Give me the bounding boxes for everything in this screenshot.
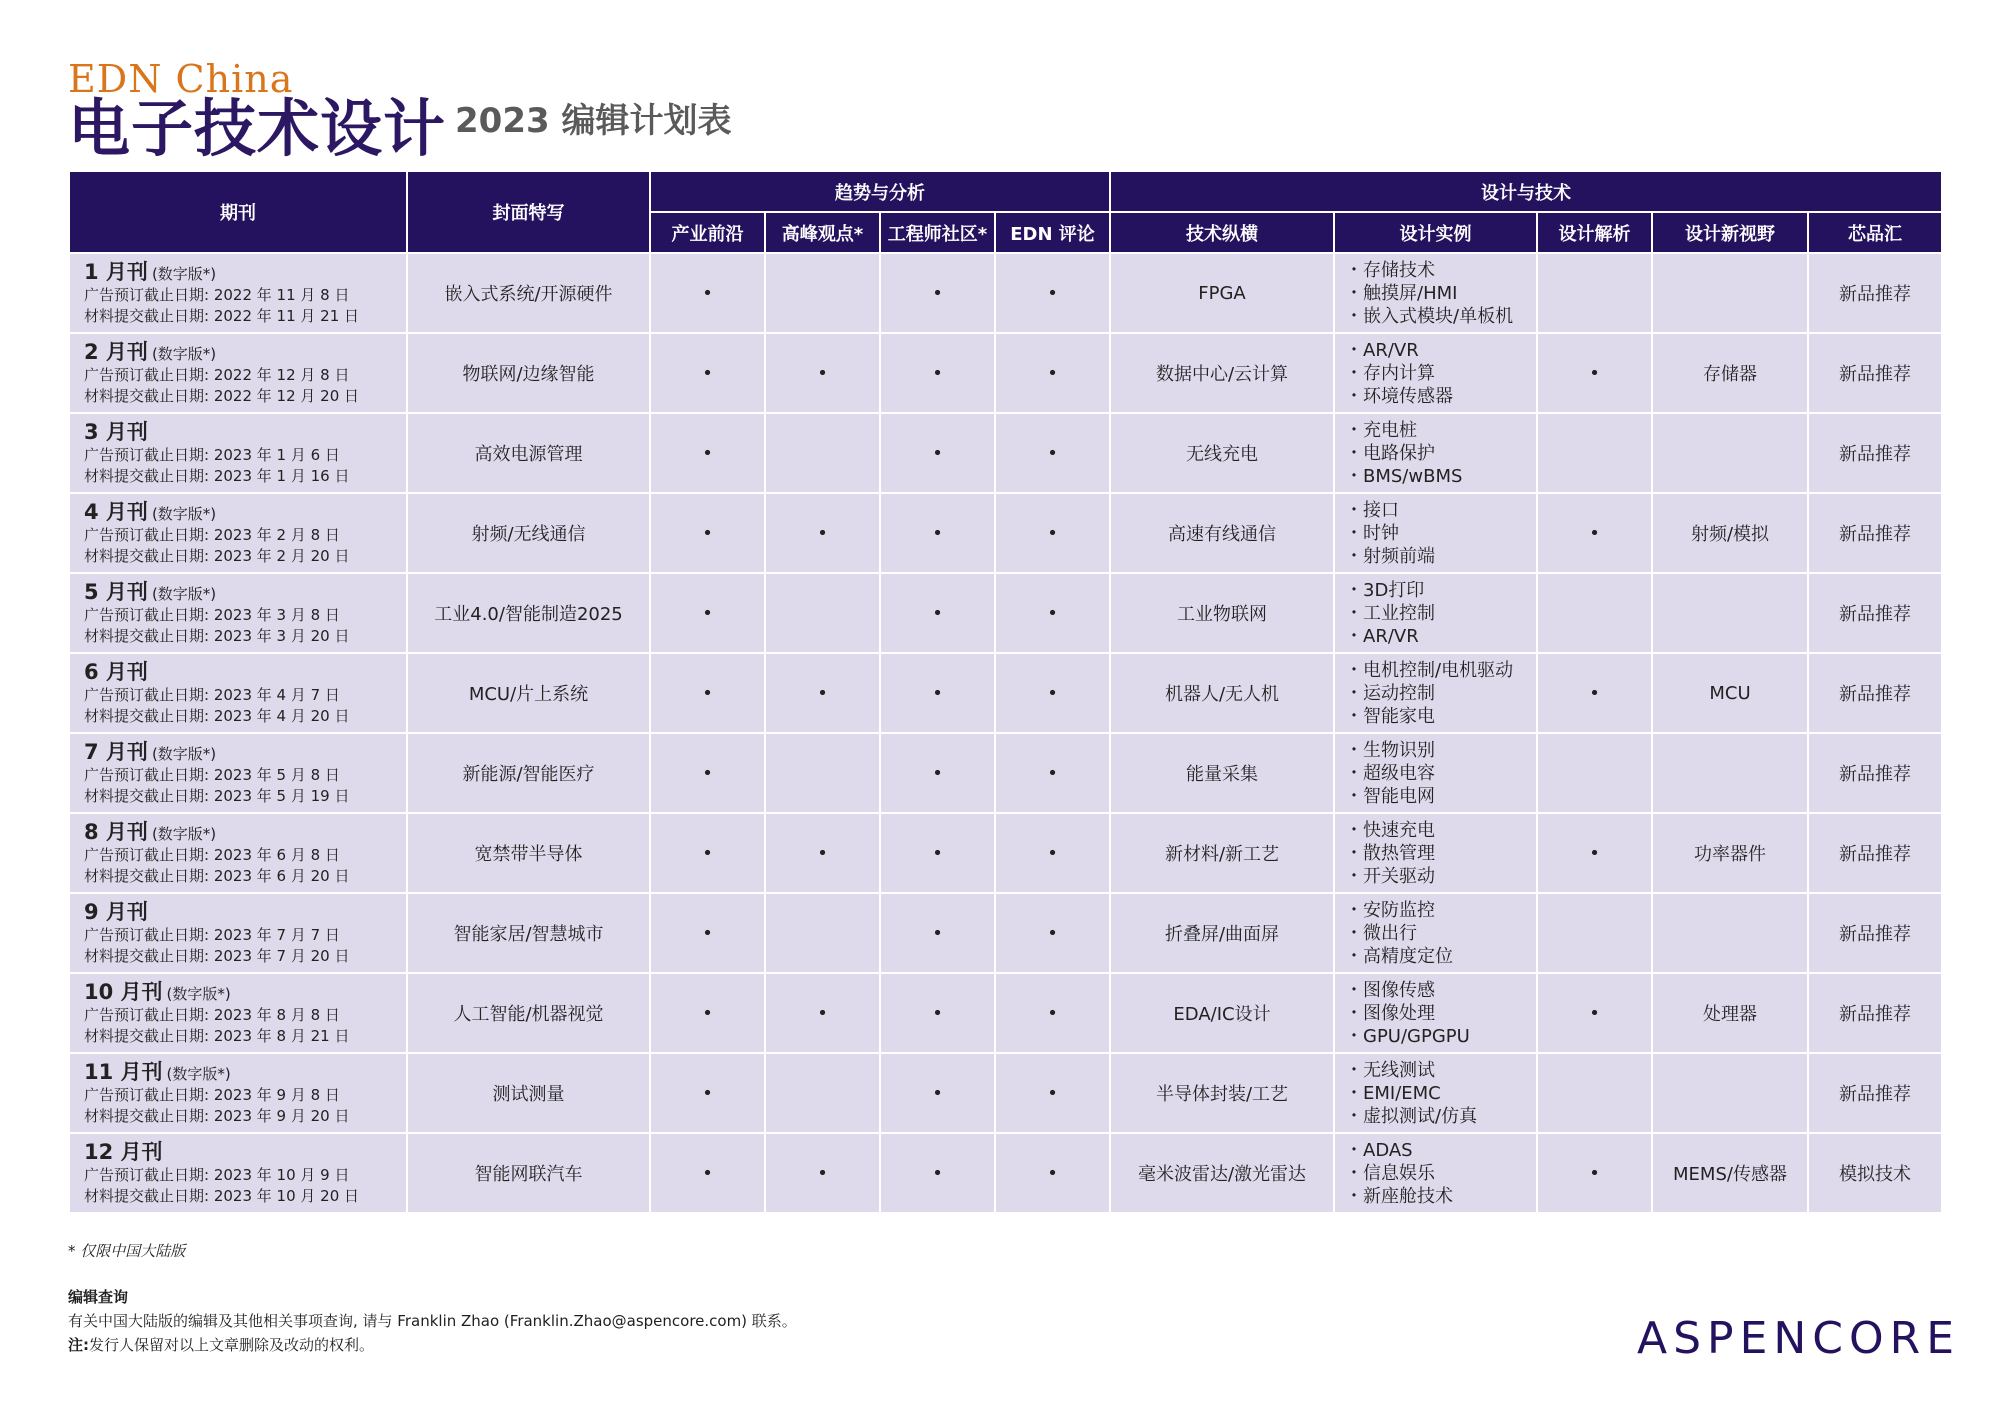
material-deadline: 材料提交截止日期: 2023 年 3 月 20 日	[84, 627, 350, 645]
table-row	[69, 1133, 1942, 1213]
design-analysis-mark: •	[1537, 1133, 1652, 1213]
issue-cell	[69, 1133, 407, 1213]
material-deadline: 材料提交截止日期: 2023 年 9 月 20 日	[84, 1107, 350, 1125]
material-deadline: 材料提交截止日期: 2022 年 11 月 21 日	[84, 307, 360, 325]
table-row	[69, 1053, 1942, 1133]
header-design-group: 设计与技术	[1110, 171, 1942, 212]
industry-frontier-mark: •	[650, 973, 765, 1053]
issue-edition-note: (数字版*)	[151, 505, 217, 523]
design-example-item: ・ 射频前端	[1345, 545, 1536, 568]
industry-frontier-mark: •	[650, 573, 765, 653]
design-example-item: ・ 电路保护	[1345, 442, 1536, 465]
issue-edition-note: (数字版*)	[151, 265, 217, 283]
ad-deadline: 广告预订截止日期: 2023 年 5 月 8 日	[84, 766, 340, 784]
design-vision-cell	[1652, 733, 1808, 813]
design-vision-cell: 射频/模拟	[1652, 493, 1808, 573]
design-example-item: ・ 生物识别	[1345, 739, 1536, 762]
chip-products-cell: 新品推荐	[1808, 653, 1942, 733]
design-examples-list	[1335, 499, 1536, 568]
design-example-item: ・ 接口	[1345, 499, 1536, 522]
tech-overview-cell: 无线充电	[1110, 413, 1334, 493]
industry-frontier-mark: •	[650, 253, 765, 333]
issue-cell	[69, 493, 407, 573]
issue-cell	[69, 813, 407, 893]
table-row	[69, 653, 1942, 733]
summit-views-mark: •	[765, 973, 880, 1053]
header-engineer-community: 工程师社区*	[880, 212, 995, 253]
design-examples-cell	[1334, 253, 1537, 333]
table-row	[69, 253, 1942, 333]
design-examples-list	[1335, 739, 1536, 808]
ad-deadline: 广告预订截止日期: 2022 年 11 月 8 日	[84, 286, 350, 304]
industry-frontier-mark: •	[650, 333, 765, 413]
rights-note-text: 发行人保留对以上文章删除及改动的权利。	[89, 1336, 375, 1354]
tech-overview-cell: 折叠屏/曲面屏	[1110, 893, 1334, 973]
design-example-item: ・ 散热管理	[1345, 842, 1536, 865]
issue-edition-note: (数字版*)	[151, 745, 217, 763]
design-example-item: ・ 智能电网	[1345, 785, 1536, 808]
industry-frontier-mark: •	[650, 493, 765, 573]
cover-topic-cell: 智能家居/智慧城市	[407, 893, 650, 973]
design-analysis-mark	[1537, 413, 1652, 493]
engineer-community-mark: •	[880, 493, 995, 573]
design-examples-list	[1335, 339, 1536, 408]
design-example-item: ・ 虚拟测试/仿真	[1345, 1105, 1536, 1128]
design-examples-cell	[1334, 493, 1537, 573]
design-examples-cell	[1334, 653, 1537, 733]
engineer-community-mark: •	[880, 573, 995, 653]
material-deadline: 材料提交截止日期: 2023 年 7 月 20 日	[84, 947, 350, 965]
design-vision-cell	[1652, 1053, 1808, 1133]
tech-overview-cell: 毫米波雷达/激光雷达	[1110, 1133, 1334, 1213]
design-example-item: ・ 存储技术	[1345, 259, 1536, 282]
chip-products-cell: 新品推荐	[1808, 413, 1942, 493]
summit-views-mark	[765, 413, 880, 493]
industry-frontier-mark: •	[650, 733, 765, 813]
material-deadline: 材料提交截止日期: 2023 年 8 月 21 日	[84, 1027, 350, 1045]
design-examples-list	[1335, 1139, 1536, 1208]
header-summit-views: 高峰观点*	[765, 212, 880, 253]
tech-overview-cell: 半导体封装/工艺	[1110, 1053, 1334, 1133]
rights-note	[68, 1333, 797, 1357]
design-example-item: ・ AR/VR	[1345, 339, 1536, 362]
issue-name: 11 月刊	[84, 1060, 163, 1084]
chip-products-cell: 新品推荐	[1808, 333, 1942, 413]
edn-commentary-mark: •	[995, 573, 1110, 653]
chip-products-cell: 新品推荐	[1808, 1053, 1942, 1133]
table-row	[69, 573, 1942, 653]
design-examples-list	[1335, 899, 1536, 968]
design-example-item: ・ 高精度定位	[1345, 945, 1536, 968]
chip-products-cell: 模拟技术	[1808, 1133, 1942, 1213]
design-example-item: ・ ADAS	[1345, 1139, 1536, 1162]
header-chip-products: 芯品汇	[1808, 212, 1942, 253]
design-analysis-mark: •	[1537, 973, 1652, 1053]
contact-section	[68, 1285, 797, 1357]
design-analysis-mark	[1537, 733, 1652, 813]
table-row	[69, 413, 1942, 493]
issue-name: 10 月刊	[84, 980, 163, 1004]
edn-commentary-mark: •	[995, 973, 1110, 1053]
summit-views-mark: •	[765, 493, 880, 573]
issue-name: 6 月刊	[84, 660, 148, 684]
summit-views-mark	[765, 573, 880, 653]
table-body	[69, 253, 1942, 1213]
design-vision-cell	[1652, 573, 1808, 653]
tech-overview-cell: 工业物联网	[1110, 573, 1334, 653]
issue-cell	[69, 653, 407, 733]
tech-overview-cell: 新材料/新工艺	[1110, 813, 1334, 893]
tech-overview-cell: 机器人/无人机	[1110, 653, 1334, 733]
table-row	[69, 493, 1942, 573]
issue-name: 12 月刊	[84, 1140, 163, 1164]
tech-overview-cell: 高速有线通信	[1110, 493, 1334, 573]
footnote: * 仅限中国大陆版	[68, 1242, 186, 1260]
design-examples-list	[1335, 659, 1536, 728]
design-examples-list	[1335, 1059, 1536, 1128]
tech-overview-cell: FPGA	[1110, 253, 1334, 333]
table-row	[69, 973, 1942, 1053]
edn-commentary-mark: •	[995, 413, 1110, 493]
header-row-group	[69, 171, 1942, 212]
design-vision-cell: 功率器件	[1652, 813, 1808, 893]
page-title: 2023 编辑计划表	[455, 101, 732, 141]
table-row	[69, 333, 1942, 413]
issue-name: 3 月刊	[84, 420, 148, 444]
issue-cell	[69, 733, 407, 813]
issue-cell	[69, 573, 407, 653]
issue-cell	[69, 1053, 407, 1133]
design-examples-cell	[1334, 413, 1537, 493]
cover-topic-cell: 物联网/边缘智能	[407, 333, 650, 413]
design-examples-cell	[1334, 573, 1537, 653]
design-example-item: ・ 环境传感器	[1345, 385, 1536, 408]
issue-edition-note: (数字版*)	[166, 1065, 231, 1083]
summit-views-mark: •	[765, 333, 880, 413]
design-example-item: ・ 超级电容	[1345, 762, 1536, 785]
material-deadline: 材料提交截止日期: 2023 年 10 月 20 日	[84, 1187, 360, 1205]
design-example-item: ・ 触摸屏/HMI	[1345, 282, 1536, 305]
cover-topic-cell: 工业4.0/智能制造2025	[407, 573, 650, 653]
cover-topic-cell: 测试测量	[407, 1053, 650, 1133]
design-analysis-mark: •	[1537, 813, 1652, 893]
engineer-community-mark: •	[880, 253, 995, 333]
industry-frontier-mark: •	[650, 813, 765, 893]
engineer-community-mark: •	[880, 1053, 995, 1133]
design-examples-list	[1335, 419, 1536, 488]
edn-commentary-mark: •	[995, 253, 1110, 333]
design-examples-cell	[1334, 333, 1537, 413]
design-examples-cell	[1334, 973, 1537, 1053]
edn-commentary-mark: •	[995, 333, 1110, 413]
design-vision-cell	[1652, 413, 1808, 493]
design-example-item: ・ GPU/GPGPU	[1345, 1025, 1536, 1048]
issue-cell	[69, 893, 407, 973]
header-trend-group: 趋势与分析	[650, 171, 1110, 212]
edn-commentary-mark: •	[995, 813, 1110, 893]
chip-products-cell: 新品推荐	[1808, 973, 1942, 1053]
edn-commentary-mark: •	[995, 733, 1110, 813]
editorial-calendar-table	[68, 170, 1943, 1214]
issue-edition-note: (数字版*)	[151, 345, 217, 363]
chip-products-cell: 新品推荐	[1808, 893, 1942, 973]
header-tech-overview: 技术纵横	[1110, 212, 1334, 253]
issue-name: 1 月刊	[84, 260, 148, 284]
summit-views-mark	[765, 253, 880, 333]
header-design-analysis: 设计解析	[1537, 212, 1652, 253]
chip-products-cell: 新品推荐	[1808, 253, 1942, 333]
material-deadline: 材料提交截止日期: 2023 年 2 月 20 日	[84, 547, 350, 565]
design-analysis-mark	[1537, 253, 1652, 333]
material-deadline: 材料提交截止日期: 2023 年 6 月 20 日	[84, 867, 350, 885]
design-vision-cell: MCU	[1652, 653, 1808, 733]
engineer-community-mark: •	[880, 333, 995, 413]
design-analysis-mark	[1537, 573, 1652, 653]
header-issue: 期刊	[69, 171, 407, 253]
ad-deadline: 广告预订截止日期: 2023 年 1 月 6 日	[84, 446, 340, 464]
chip-products-cell: 新品推荐	[1808, 813, 1942, 893]
edn-commentary-mark: •	[995, 1133, 1110, 1213]
design-example-item: ・ EMI/EMC	[1345, 1082, 1536, 1105]
design-analysis-mark	[1537, 893, 1652, 973]
summit-views-mark: •	[765, 653, 880, 733]
design-examples-cell	[1334, 1053, 1537, 1133]
issue-name: 8 月刊	[84, 820, 148, 844]
design-example-item: ・ 安防监控	[1345, 899, 1536, 922]
header-cover: 封面特写	[407, 171, 650, 253]
engineer-community-mark: •	[880, 813, 995, 893]
design-examples-list	[1335, 979, 1536, 1048]
design-examples-cell	[1334, 893, 1537, 973]
design-example-item: ・ 开关驱动	[1345, 865, 1536, 888]
design-examples-list	[1335, 579, 1536, 648]
design-examples-cell	[1334, 733, 1537, 813]
summit-views-mark	[765, 893, 880, 973]
ad-deadline: 广告预订截止日期: 2023 年 7 月 7 日	[84, 926, 340, 944]
summit-views-mark: •	[765, 813, 880, 893]
chip-products-cell: 新品推荐	[1808, 493, 1942, 573]
edn-commentary-mark: •	[995, 653, 1110, 733]
industry-frontier-mark: •	[650, 1053, 765, 1133]
design-example-item: ・ AR/VR	[1345, 625, 1536, 648]
design-example-item: ・ 无线测试	[1345, 1059, 1536, 1082]
issue-name: 9 月刊	[84, 900, 148, 924]
design-example-item: ・ 工业控制	[1345, 602, 1536, 625]
aspencore-logo: ASPENCORE	[1637, 1313, 1961, 1364]
ad-deadline: 广告预订截止日期: 2023 年 9 月 8 日	[84, 1086, 340, 1104]
cover-topic-cell: 宽禁带半导体	[407, 813, 650, 893]
cover-topic-cell: 高效电源管理	[407, 413, 650, 493]
design-analysis-mark: •	[1537, 653, 1652, 733]
contact-heading: 编辑查询	[68, 1288, 129, 1306]
industry-frontier-mark: •	[650, 1133, 765, 1213]
engineer-community-mark: •	[880, 653, 995, 733]
material-deadline: 材料提交截止日期: 2023 年 1 月 16 日	[84, 467, 350, 485]
design-vision-cell: 处理器	[1652, 973, 1808, 1053]
edn-commentary-mark: •	[995, 493, 1110, 573]
header-industry-frontier: 产业前沿	[650, 212, 765, 253]
summit-views-mark: •	[765, 1133, 880, 1213]
table-row	[69, 733, 1942, 813]
cover-topic-cell: 人工智能/机器视觉	[407, 973, 650, 1053]
design-example-item: ・ 存内计算	[1345, 362, 1536, 385]
design-example-item: ・ 运动控制	[1345, 682, 1536, 705]
tech-overview-cell: EDA/IC设计	[1110, 973, 1334, 1053]
ad-deadline: 广告预订截止日期: 2023 年 4 月 7 日	[84, 686, 340, 704]
table-row	[69, 893, 1942, 973]
tech-overview-cell: 能量采集	[1110, 733, 1334, 813]
table-row	[69, 813, 1942, 893]
design-examples-list	[1335, 259, 1536, 328]
engineer-community-mark: •	[880, 973, 995, 1053]
header-design-vision: 设计新视野	[1652, 212, 1808, 253]
design-example-item: ・ 时钟	[1345, 522, 1536, 545]
design-example-item: ・ 嵌入式模块/单板机	[1345, 305, 1536, 328]
chip-products-cell: 新品推荐	[1808, 733, 1942, 813]
engineer-community-mark: •	[880, 733, 995, 813]
edn-commentary-mark: •	[995, 893, 1110, 973]
edn-china-logo	[68, 57, 447, 165]
design-example-item: ・ 电机控制/电机驱动	[1345, 659, 1536, 682]
ad-deadline: 广告预订截止日期: 2023 年 6 月 8 日	[84, 846, 340, 864]
issue-cell	[69, 333, 407, 413]
ad-deadline: 广告预订截止日期: 2022 年 12 月 8 日	[84, 366, 350, 384]
engineer-community-mark: •	[880, 1133, 995, 1213]
design-vision-cell: MEMS/传感器	[1652, 1133, 1808, 1213]
design-examples-cell	[1334, 813, 1537, 893]
ad-deadline: 广告预订截止日期: 2023 年 10 月 9 日	[84, 1166, 350, 1184]
contact-line: 有关中国大陆版的编辑及其他相关事项查询, 请与 Franklin Zhao (Franklin.Zhao@aspencore.com) 联系。	[68, 1312, 797, 1330]
issue-name: 2 月刊	[84, 340, 148, 364]
design-example-item: ・ 充电桩	[1345, 419, 1536, 442]
engineer-community-mark: •	[880, 893, 995, 973]
design-example-item: ・ 快速充电	[1345, 819, 1536, 842]
issue-edition-note: (数字版*)	[151, 585, 217, 603]
design-analysis-mark: •	[1537, 493, 1652, 573]
header-edn-commentary: EDN 评论	[995, 212, 1110, 253]
design-example-item: ・ 图像处理	[1345, 1002, 1536, 1025]
rights-note-label: 注:	[68, 1336, 89, 1354]
design-example-item: ・ 微出行	[1345, 922, 1536, 945]
design-example-item: ・ 3D打印	[1345, 579, 1536, 602]
cover-topic-cell: 射频/无线通信	[407, 493, 650, 573]
design-example-item: ・ 新座舱技术	[1345, 1185, 1536, 1208]
issue-cell	[69, 413, 407, 493]
header-design-examples: 设计实例	[1334, 212, 1537, 253]
ad-deadline: 广告预订截止日期: 2023 年 3 月 8 日	[84, 606, 340, 624]
issue-name: 7 月刊	[84, 740, 148, 764]
design-analysis-mark	[1537, 1053, 1652, 1133]
issue-name: 5 月刊	[84, 580, 148, 604]
logo-english: EDN China	[68, 57, 294, 101]
issue-cell	[69, 253, 407, 333]
issue-name: 4 月刊	[84, 500, 148, 524]
design-examples-list	[1335, 819, 1536, 888]
cover-topic-cell: 嵌入式系统/开源硬件	[407, 253, 650, 333]
logo-chinese: 电子技术设计	[68, 92, 447, 165]
industry-frontier-mark: •	[650, 893, 765, 973]
issue-edition-note: (数字版*)	[166, 985, 231, 1003]
design-example-item: ・ BMS/wBMS	[1345, 465, 1536, 488]
industry-frontier-mark: •	[650, 653, 765, 733]
cover-topic-cell: MCU/片上系统	[407, 653, 650, 733]
ad-deadline: 广告预订截止日期: 2023 年 8 月 8 日	[84, 1006, 340, 1024]
material-deadline: 材料提交截止日期: 2023 年 5 月 19 日	[84, 787, 350, 805]
tech-overview-cell: 数据中心/云计算	[1110, 333, 1334, 413]
design-vision-cell: 存储器	[1652, 333, 1808, 413]
summit-views-mark	[765, 733, 880, 813]
design-examples-cell	[1334, 1133, 1537, 1213]
summit-views-mark	[765, 1053, 880, 1133]
cover-topic-cell: 智能网联汽车	[407, 1133, 650, 1213]
issue-edition-note: (数字版*)	[151, 825, 217, 843]
material-deadline: 材料提交截止日期: 2023 年 4 月 20 日	[84, 707, 350, 725]
edn-commentary-mark: •	[995, 1053, 1110, 1133]
design-example-item: ・ 智能家电	[1345, 705, 1536, 728]
design-example-item: ・ 图像传感	[1345, 979, 1536, 1002]
design-example-item: ・ 信息娱乐	[1345, 1162, 1536, 1185]
material-deadline: 材料提交截止日期: 2022 年 12 月 20 日	[84, 387, 360, 405]
engineer-community-mark: •	[880, 413, 995, 493]
industry-frontier-mark: •	[650, 413, 765, 493]
cover-topic-cell: 新能源/智能医疗	[407, 733, 650, 813]
design-analysis-mark: •	[1537, 333, 1652, 413]
design-vision-cell	[1652, 893, 1808, 973]
ad-deadline: 广告预订截止日期: 2023 年 2 月 8 日	[84, 526, 340, 544]
chip-products-cell: 新品推荐	[1808, 573, 1942, 653]
issue-cell	[69, 973, 407, 1053]
design-vision-cell	[1652, 253, 1808, 333]
